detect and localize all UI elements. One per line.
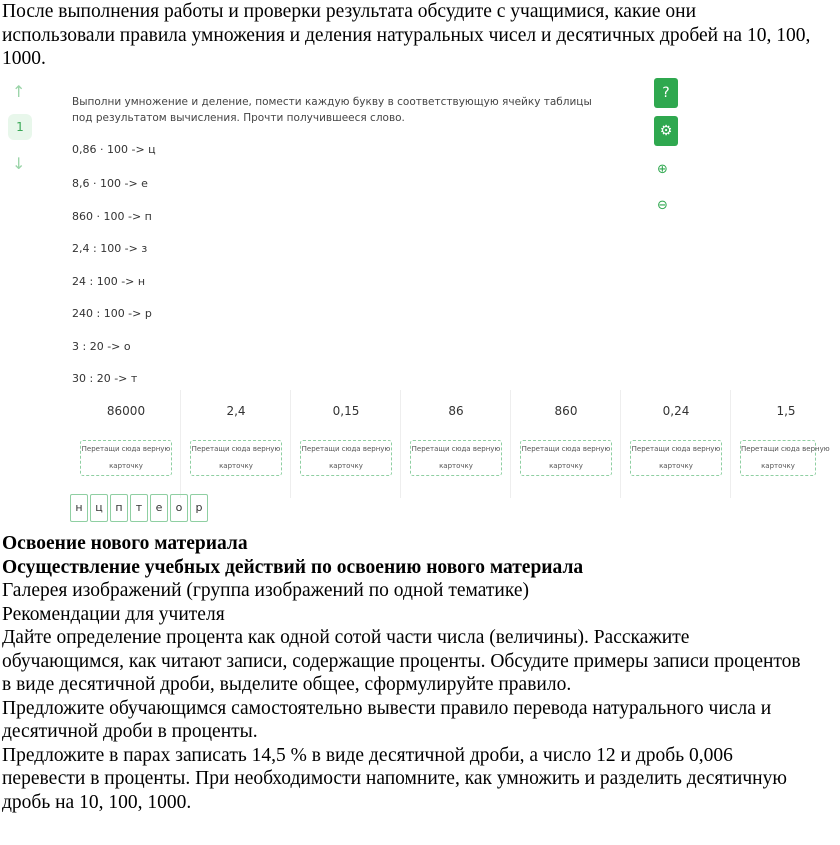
drop-zone[interactable] (630, 440, 722, 476)
drop-label: карточку (329, 462, 363, 470)
drop-label: карточку (219, 462, 253, 470)
letter-card[interactable]: о (170, 494, 188, 522)
answer-table (72, 390, 830, 510)
answer-value: 860 (554, 404, 578, 418)
letter-card[interactable]: е (150, 494, 168, 522)
expression-item: 860 · 100 -> п (72, 209, 152, 223)
drop-label: карточку (439, 462, 473, 470)
recommendations-label: Рекомендации для учителя (2, 603, 225, 625)
answer-value: 2,4 (226, 404, 246, 418)
letter-card[interactable]: п (110, 494, 128, 522)
drop-label: карточку (659, 462, 693, 470)
expression-list (72, 136, 156, 396)
drop-zone[interactable] (410, 440, 502, 476)
paragraph: Предложите обучающимся самостоятельно вывести правило перевода натурального числа и десятичной дроби в проценты. (2, 697, 772, 742)
drop-label: карточку (761, 462, 795, 470)
zoom-out-icon[interactable]: ⊖ (657, 198, 668, 213)
answer-value: 86 (448, 404, 464, 418)
drop-zone[interactable] (520, 440, 612, 476)
settings-button[interactable]: ⚙ (654, 116, 678, 146)
answer-value: 0,15 (332, 404, 360, 418)
answer-cell (292, 390, 401, 498)
section-subheading: Осуществление учебных действий по освоению нового материала (2, 556, 584, 578)
drop-label: Перетащи сюда верную (411, 445, 501, 453)
paragraph: Предложите в парах записать 14,5 % в виде десятичной дроби, а число 12 и дробь 0,006 перевести в проценты. При необходимости напомните, как умножить и разделить десятичную дробь на 10, 100, 1000. (2, 744, 787, 813)
drop-label: Перетащи сюда верную (81, 445, 171, 453)
drop-label: карточку (109, 462, 143, 470)
answer-cell (72, 390, 181, 498)
answer-value: 86000 (106, 404, 146, 418)
drop-label: карточку (549, 462, 583, 470)
intro-text: После выполнения работы и проверки результата обсудите с учащимися, какие они использовали правила умножения и деления натуральных чисел и десятичных дробей на 10, 100, 1000. (2, 1, 811, 69)
drop-zone[interactable] (80, 440, 172, 476)
exercise-screenshot (0, 78, 830, 528)
gallery-label: Галерея изображений (группа изображений по одной тематике) (2, 580, 529, 601)
answer-cell (402, 390, 511, 498)
drop-label: Перетащи сюда верную (631, 445, 721, 453)
letter-card[interactable]: т (130, 494, 148, 522)
help-button[interactable]: ? (654, 78, 678, 108)
answer-value: 0,24 (662, 404, 690, 418)
answer-value: 1,5 (776, 404, 796, 418)
expression-item: 8,6 · 100 -> е (72, 177, 148, 190)
drop-zone[interactable] (740, 440, 830, 476)
drop-label: Перетащи сюда верную (741, 445, 830, 453)
paragraph: Дайте определение процента как одной сотой части числа (величины). Расскажите обучающимся, как читают записи, содержащие проценты. Обсудите примеры записи процентов в виде десятичной дроби, выделите общее, сформулируйте правило. (2, 627, 801, 695)
drop-zone[interactable] (300, 440, 392, 476)
answer-cell (182, 390, 291, 498)
letter-cards (70, 494, 210, 522)
arrow-down-icon[interactable]: ↓ (12, 154, 26, 173)
question-number[interactable]: 1 (8, 114, 32, 140)
letter-card[interactable]: н (70, 494, 88, 522)
exercise-instruction: Выполни умножение и деление, помести каждую букву в соответствующую ячейку таблицы под результатом вычисления. Прочти получившееся слово. (72, 96, 592, 124)
letter-card[interactable]: р (190, 494, 208, 522)
section-text (2, 532, 814, 814)
expression-item: 24 : 100 -> н (72, 274, 146, 288)
answer-cell (512, 390, 621, 498)
expression-item: 2,4 : 100 -> з (72, 242, 148, 255)
expression-item: 0,86 · 100 -> ц (72, 143, 156, 156)
drop-label: Перетащи сюда верную (301, 445, 391, 453)
drop-zone[interactable] (190, 440, 282, 476)
answer-cell (622, 390, 731, 498)
expression-item: 30 : 20 -> т (72, 372, 138, 385)
expression-item: 3 : 20 -> о (72, 339, 131, 353)
section-heading: Освоение нового материала (2, 533, 248, 554)
drop-label: Перетащи сюда верную (521, 445, 611, 453)
zoom-in-icon[interactable]: ⊕ (657, 162, 668, 177)
answer-cell (732, 390, 830, 498)
drop-label: Перетащи сюда верную (191, 445, 281, 453)
expression-item: 240 : 100 -> р (72, 307, 152, 320)
letter-card[interactable]: ц (90, 494, 108, 522)
arrow-up-icon[interactable]: ↑ (12, 82, 26, 101)
